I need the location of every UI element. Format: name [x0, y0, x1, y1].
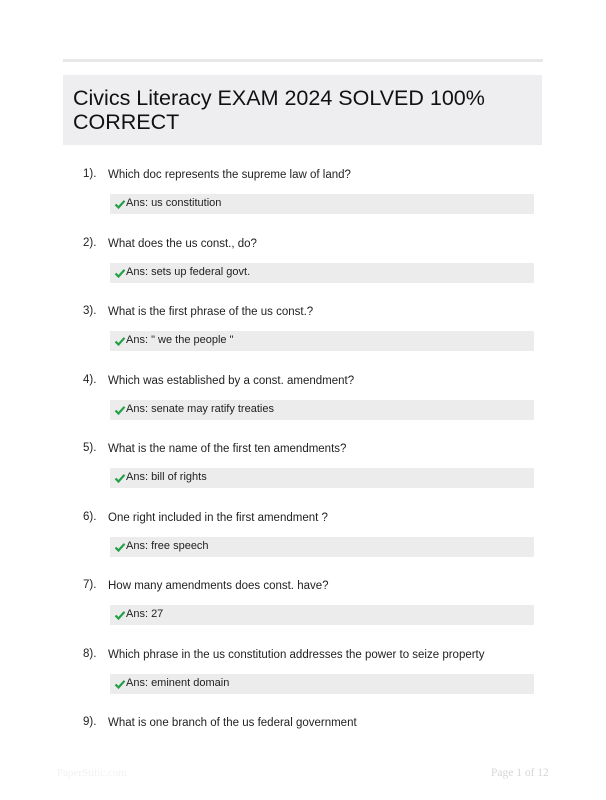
answer-text: Ans: sets up federal govt. — [126, 266, 251, 278]
question-number: 5). — [83, 442, 97, 454]
answer-box — [110, 674, 534, 694]
answer-box — [110, 400, 534, 420]
question-text: What is one branch of the us federal government — [108, 717, 357, 729]
checkmark-icon — [114, 609, 126, 621]
title-banner — [63, 75, 542, 145]
checkmark-icon — [114, 404, 126, 416]
question-number: 8). — [83, 648, 97, 660]
answer-text: Ans: bill of rights — [126, 471, 207, 483]
question-number: 3). — [83, 305, 97, 317]
question-number: 9). — [83, 716, 97, 728]
checkmark-icon — [114, 267, 126, 279]
answer-text: Ans: eminent domain — [126, 677, 230, 689]
question-number: 7). — [83, 579, 97, 591]
question-number: 6). — [83, 511, 97, 523]
footer-watermark: PaperStitic.com — [57, 767, 127, 779]
question-text: One right included in the first amendment ? — [108, 512, 328, 524]
checkmark-icon — [114, 198, 126, 210]
question-text: How many amendments does const. have? — [108, 580, 329, 592]
answer-box — [110, 263, 534, 283]
question-text: What does the us const., do? — [108, 238, 257, 250]
answer-text: Ans: " we the people " — [126, 334, 234, 346]
page-number: Page 1 of 12 — [491, 767, 549, 779]
answer-box — [110, 194, 534, 214]
answer-text: Ans: free speech — [126, 540, 209, 552]
answer-text: Ans: us constitution — [126, 197, 222, 209]
checkmark-icon — [114, 335, 126, 347]
question-text: Which was established by a const. amendment? — [108, 375, 355, 387]
question-text: Which doc represents the supreme law of land? — [108, 169, 351, 181]
question-number: 4). — [83, 374, 97, 386]
question-text: What is the first phrase of the us const.? — [108, 306, 314, 318]
checkmark-icon — [114, 541, 126, 553]
document-title: Civics Literacy EXAM 2024 SOLVED 100% CORRECT — [73, 86, 485, 134]
question-text: What is the name of the first ten amendments? — [108, 443, 347, 455]
top-divider — [63, 59, 543, 62]
answer-text: Ans: 27 — [126, 608, 164, 620]
checkmark-icon — [114, 678, 126, 690]
answer-box — [110, 605, 534, 625]
answer-box — [110, 331, 534, 351]
answer-box — [110, 537, 534, 557]
answer-text: Ans: senate may ratify treaties — [126, 403, 274, 415]
checkmark-icon — [114, 472, 126, 484]
question-number: 1). — [83, 168, 97, 180]
answer-box — [110, 468, 534, 488]
question-text: Which phrase in the us constitution addresses the power to seize property — [108, 649, 485, 661]
question-number: 2). — [83, 237, 97, 249]
